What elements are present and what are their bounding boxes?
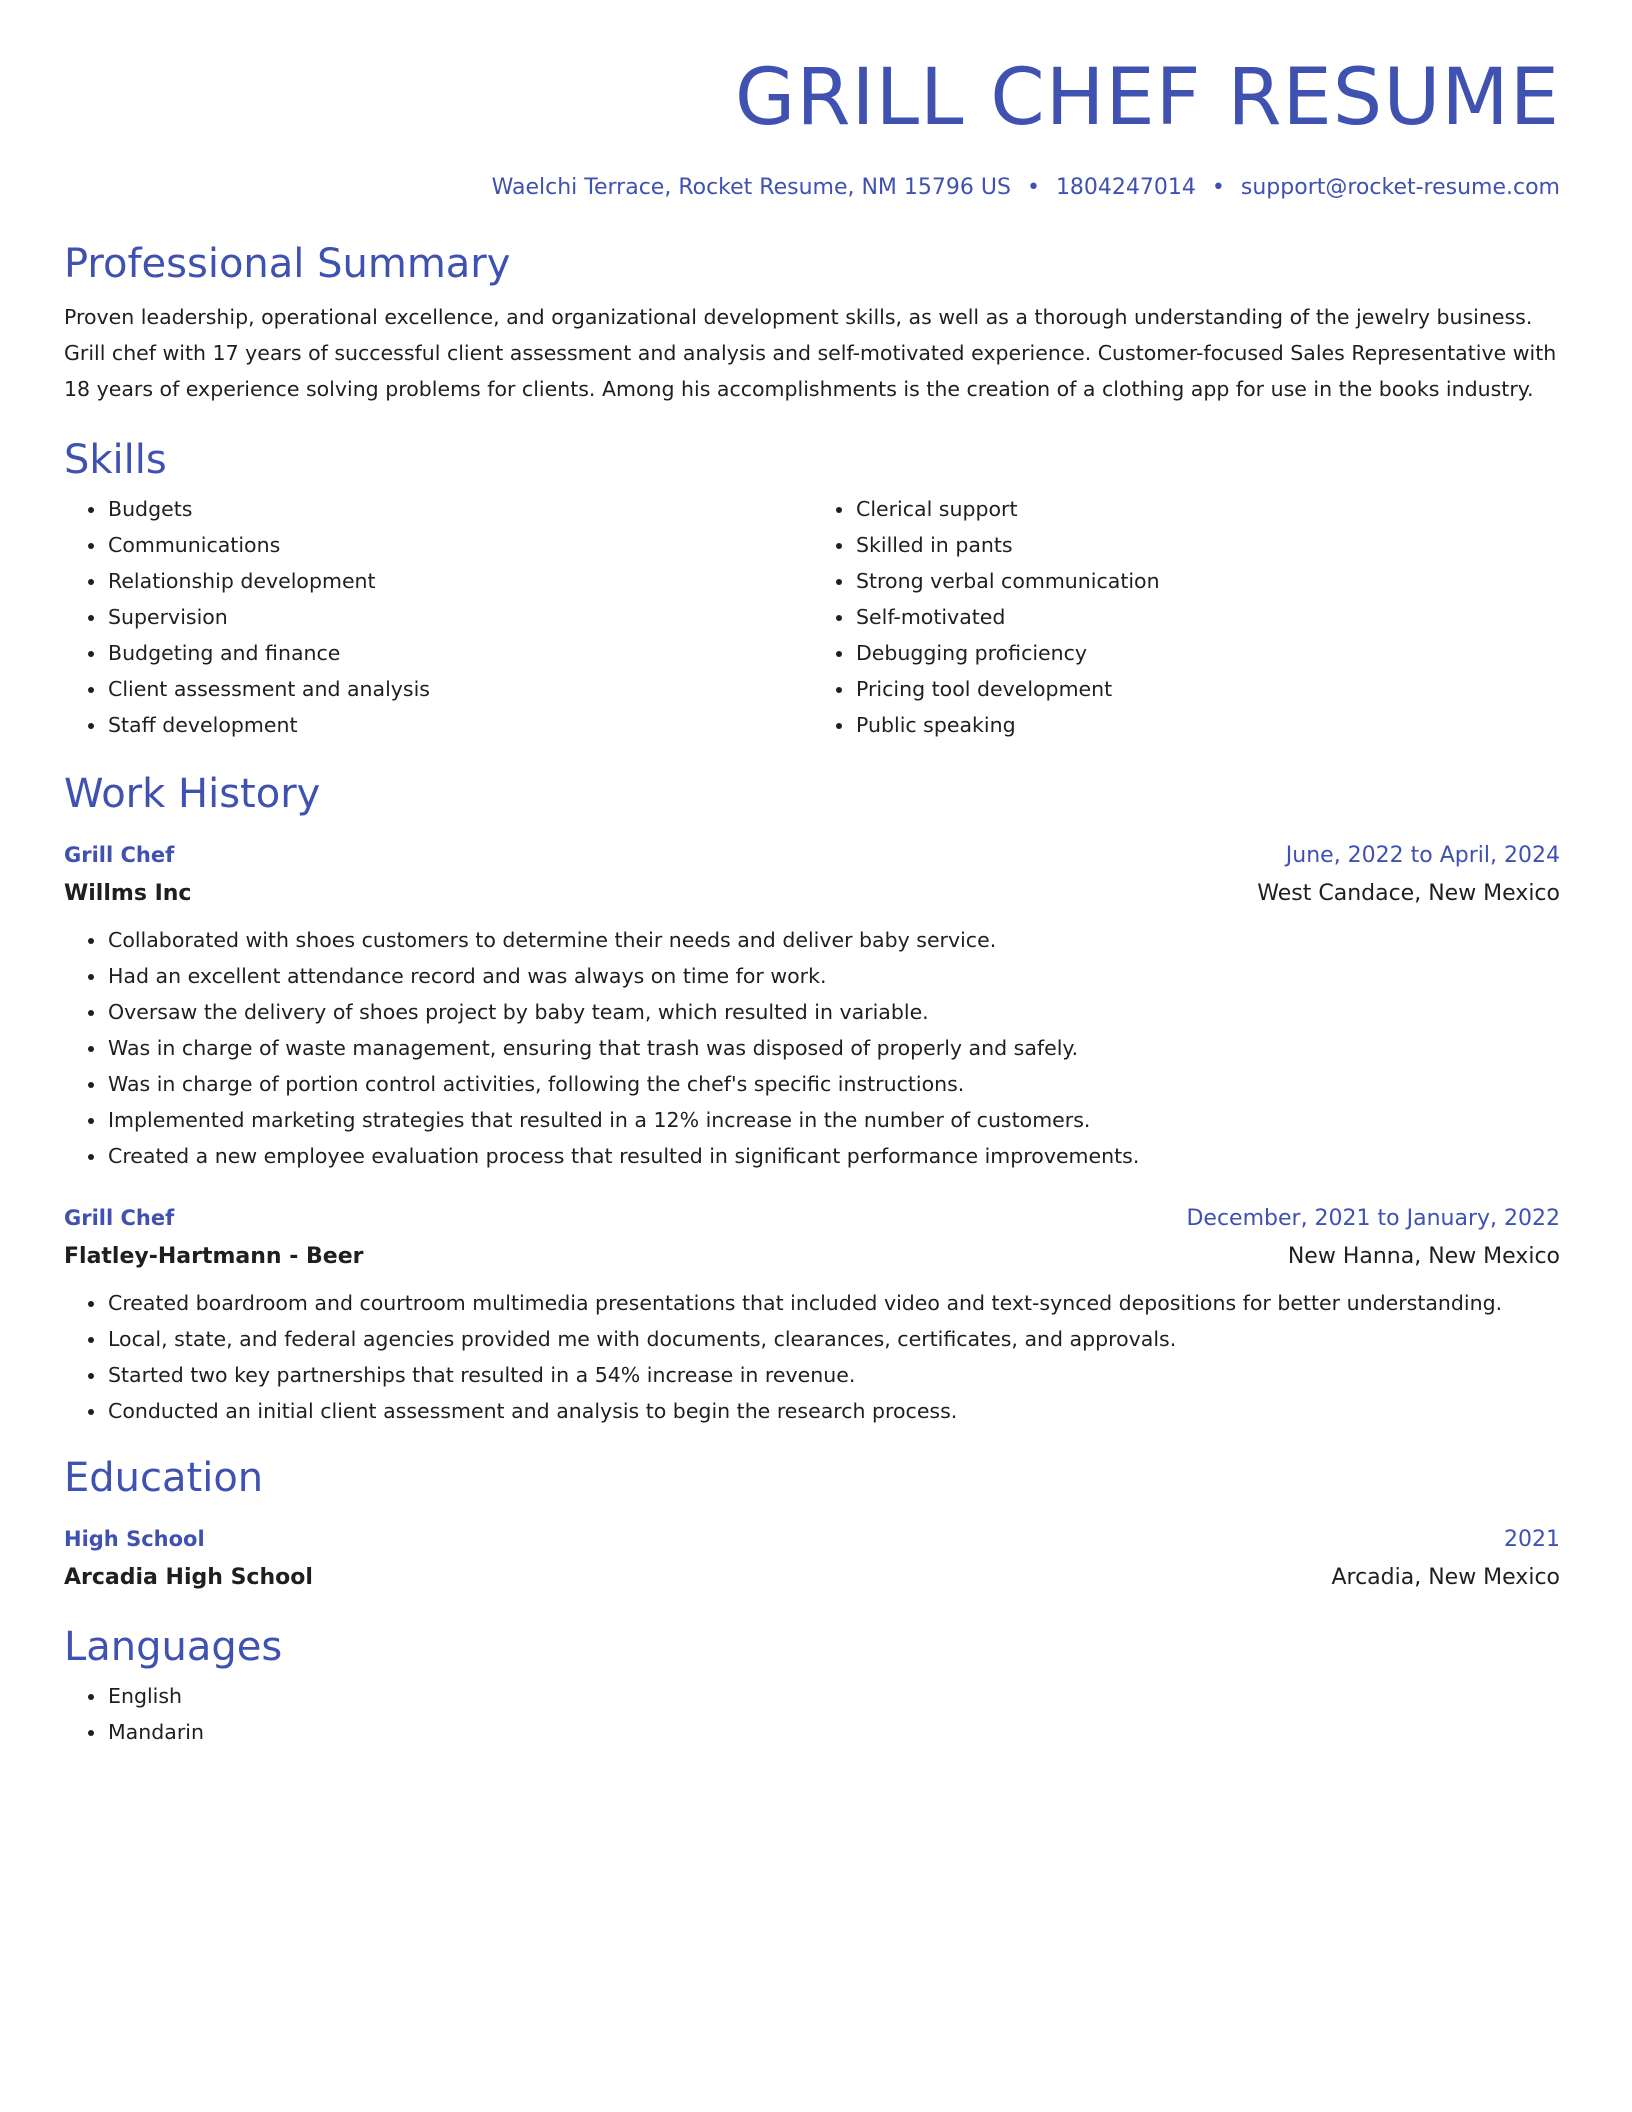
job-location: West Candace, New Mexico — [1257, 881, 1560, 906]
job-bullets — [64, 1285, 1560, 1429]
job-company-row — [64, 874, 1560, 914]
education-entry — [64, 1521, 1560, 1598]
skill-item: • Budgets — [107, 491, 812, 527]
skill-item: • Clerical support — [855, 491, 1560, 527]
skill-item: • Supervision — [107, 599, 812, 635]
skill-item: • Strong verbal communication — [855, 563, 1560, 599]
contact-line — [64, 173, 1560, 203]
education-heading: Education — [64, 1455, 264, 1501]
education-header-row — [64, 1521, 1560, 1558]
skill-item: • Client assessment and analysis — [107, 671, 812, 707]
skill-item: • Self-motivated — [855, 599, 1560, 635]
language-item: • English — [107, 1678, 1560, 1714]
contact-phone: 1804247014 — [1055, 175, 1196, 200]
job-dates: December, 2021 to January, 2022 — [1186, 1206, 1560, 1231]
languages-heading: Languages — [64, 1624, 283, 1670]
job-bullet: • Oversaw the delivery of shoes project by baby team, which resulted in variable. — [107, 994, 1560, 1030]
skill-item: • Communications — [107, 527, 812, 563]
job-bullet: • Created boardroom and courtroom multimedia presentations that included video and text-synced depositions for better understanding. — [107, 1285, 1560, 1321]
skill-item: • Skilled in pants — [855, 527, 1560, 563]
job-bullet: • Implemented marketing strategies that resulted in a 12% increase in the number of customers. — [107, 1102, 1560, 1138]
contact-address: Waelchi Terrace, Rocket Resume, NM 15796 US — [491, 175, 1011, 200]
resume-page — [64, 48, 1560, 1750]
job-header-row — [64, 837, 1560, 874]
languages-list — [64, 1678, 1560, 1750]
education-school-row — [64, 1558, 1560, 1598]
language-item: • Mandarin — [107, 1714, 1560, 1750]
job-position: Grill Chef — [64, 843, 175, 867]
job-company: Willms Inc — [64, 881, 192, 906]
job-entry — [64, 837, 1560, 1174]
job-bullet: • Was in charge of waste management, ensuring that trash was disposed of properly and safely. — [107, 1030, 1560, 1066]
job-bullet: • Conducted an initial client assessment and analysis to begin the research process. — [107, 1393, 1560, 1429]
contact-email[interactable]: support@rocket-resume.com — [1240, 175, 1560, 200]
skill-item: • Pricing tool development — [855, 671, 1560, 707]
job-bullet: • Started two key partnerships that resulted in a 54% increase in revenue. — [107, 1357, 1560, 1393]
job-entry — [64, 1200, 1560, 1429]
skill-item: • Relationship development — [107, 563, 812, 599]
job-location: New Hanna, New Mexico — [1287, 1244, 1560, 1269]
contact-separator: • — [1026, 175, 1040, 200]
job-bullet: • Collaborated with shoes customers to determine their needs and deliver baby service. — [107, 922, 1560, 958]
skills-columns — [64, 491, 1560, 743]
job-company: Flatley-Hartmann - Beer — [64, 1244, 364, 1269]
job-header-row — [64, 1200, 1560, 1237]
summary-heading: Professional Summary — [64, 241, 511, 287]
job-bullet: • Created a new employee evaluation process that resulted in significant performance improvements. — [107, 1138, 1560, 1174]
skill-item: • Public speaking — [855, 707, 1560, 743]
job-bullets — [64, 922, 1560, 1174]
skills-list-left — [64, 491, 812, 743]
job-bullet: • Was in charge of portion control activities, following the chef's specific instructions. — [107, 1066, 1560, 1102]
skill-item: • Budgeting and finance — [107, 635, 812, 671]
resume-title: GRILL CHEF RESUME — [734, 53, 1560, 143]
summary-text: Proven leadership, operational excellence, and organizational development skills, as well as a thorough understanding of the jewelry business. Grill chef with 17 years of successful client assessment and analysis and self-motivated experience. Customer-focused Sales Representative with 18 years of experience solving problems for clients. Among his accomplishments is the creation of a clothing app for use in the books industry. — [64, 305, 1557, 401]
skill-item: • Debugging proficiency — [855, 635, 1560, 671]
contact-separator: • — [1211, 175, 1225, 200]
skill-item: • Staff development — [107, 707, 812, 743]
job-position: Grill Chef — [64, 1206, 175, 1230]
work-history-heading: Work History — [64, 771, 321, 817]
education-degree: High School — [64, 1527, 205, 1551]
education-school: Arcadia High School — [64, 1565, 313, 1590]
education-year: 2021 — [1504, 1527, 1560, 1552]
skills-heading: Skills — [64, 437, 167, 483]
resume-header — [64, 48, 1560, 203]
job-company-row — [64, 1237, 1560, 1277]
education-location: Arcadia, New Mexico — [1331, 1565, 1560, 1590]
skills-list-right — [812, 491, 1560, 743]
job-bullet: • Local, state, and federal agencies provided me with documents, clearances, certificates, and approvals. — [107, 1321, 1560, 1357]
job-bullet: • Had an excellent attendance record and was always on time for work. — [107, 958, 1560, 994]
job-dates: June, 2022 to April, 2024 — [1285, 843, 1560, 868]
